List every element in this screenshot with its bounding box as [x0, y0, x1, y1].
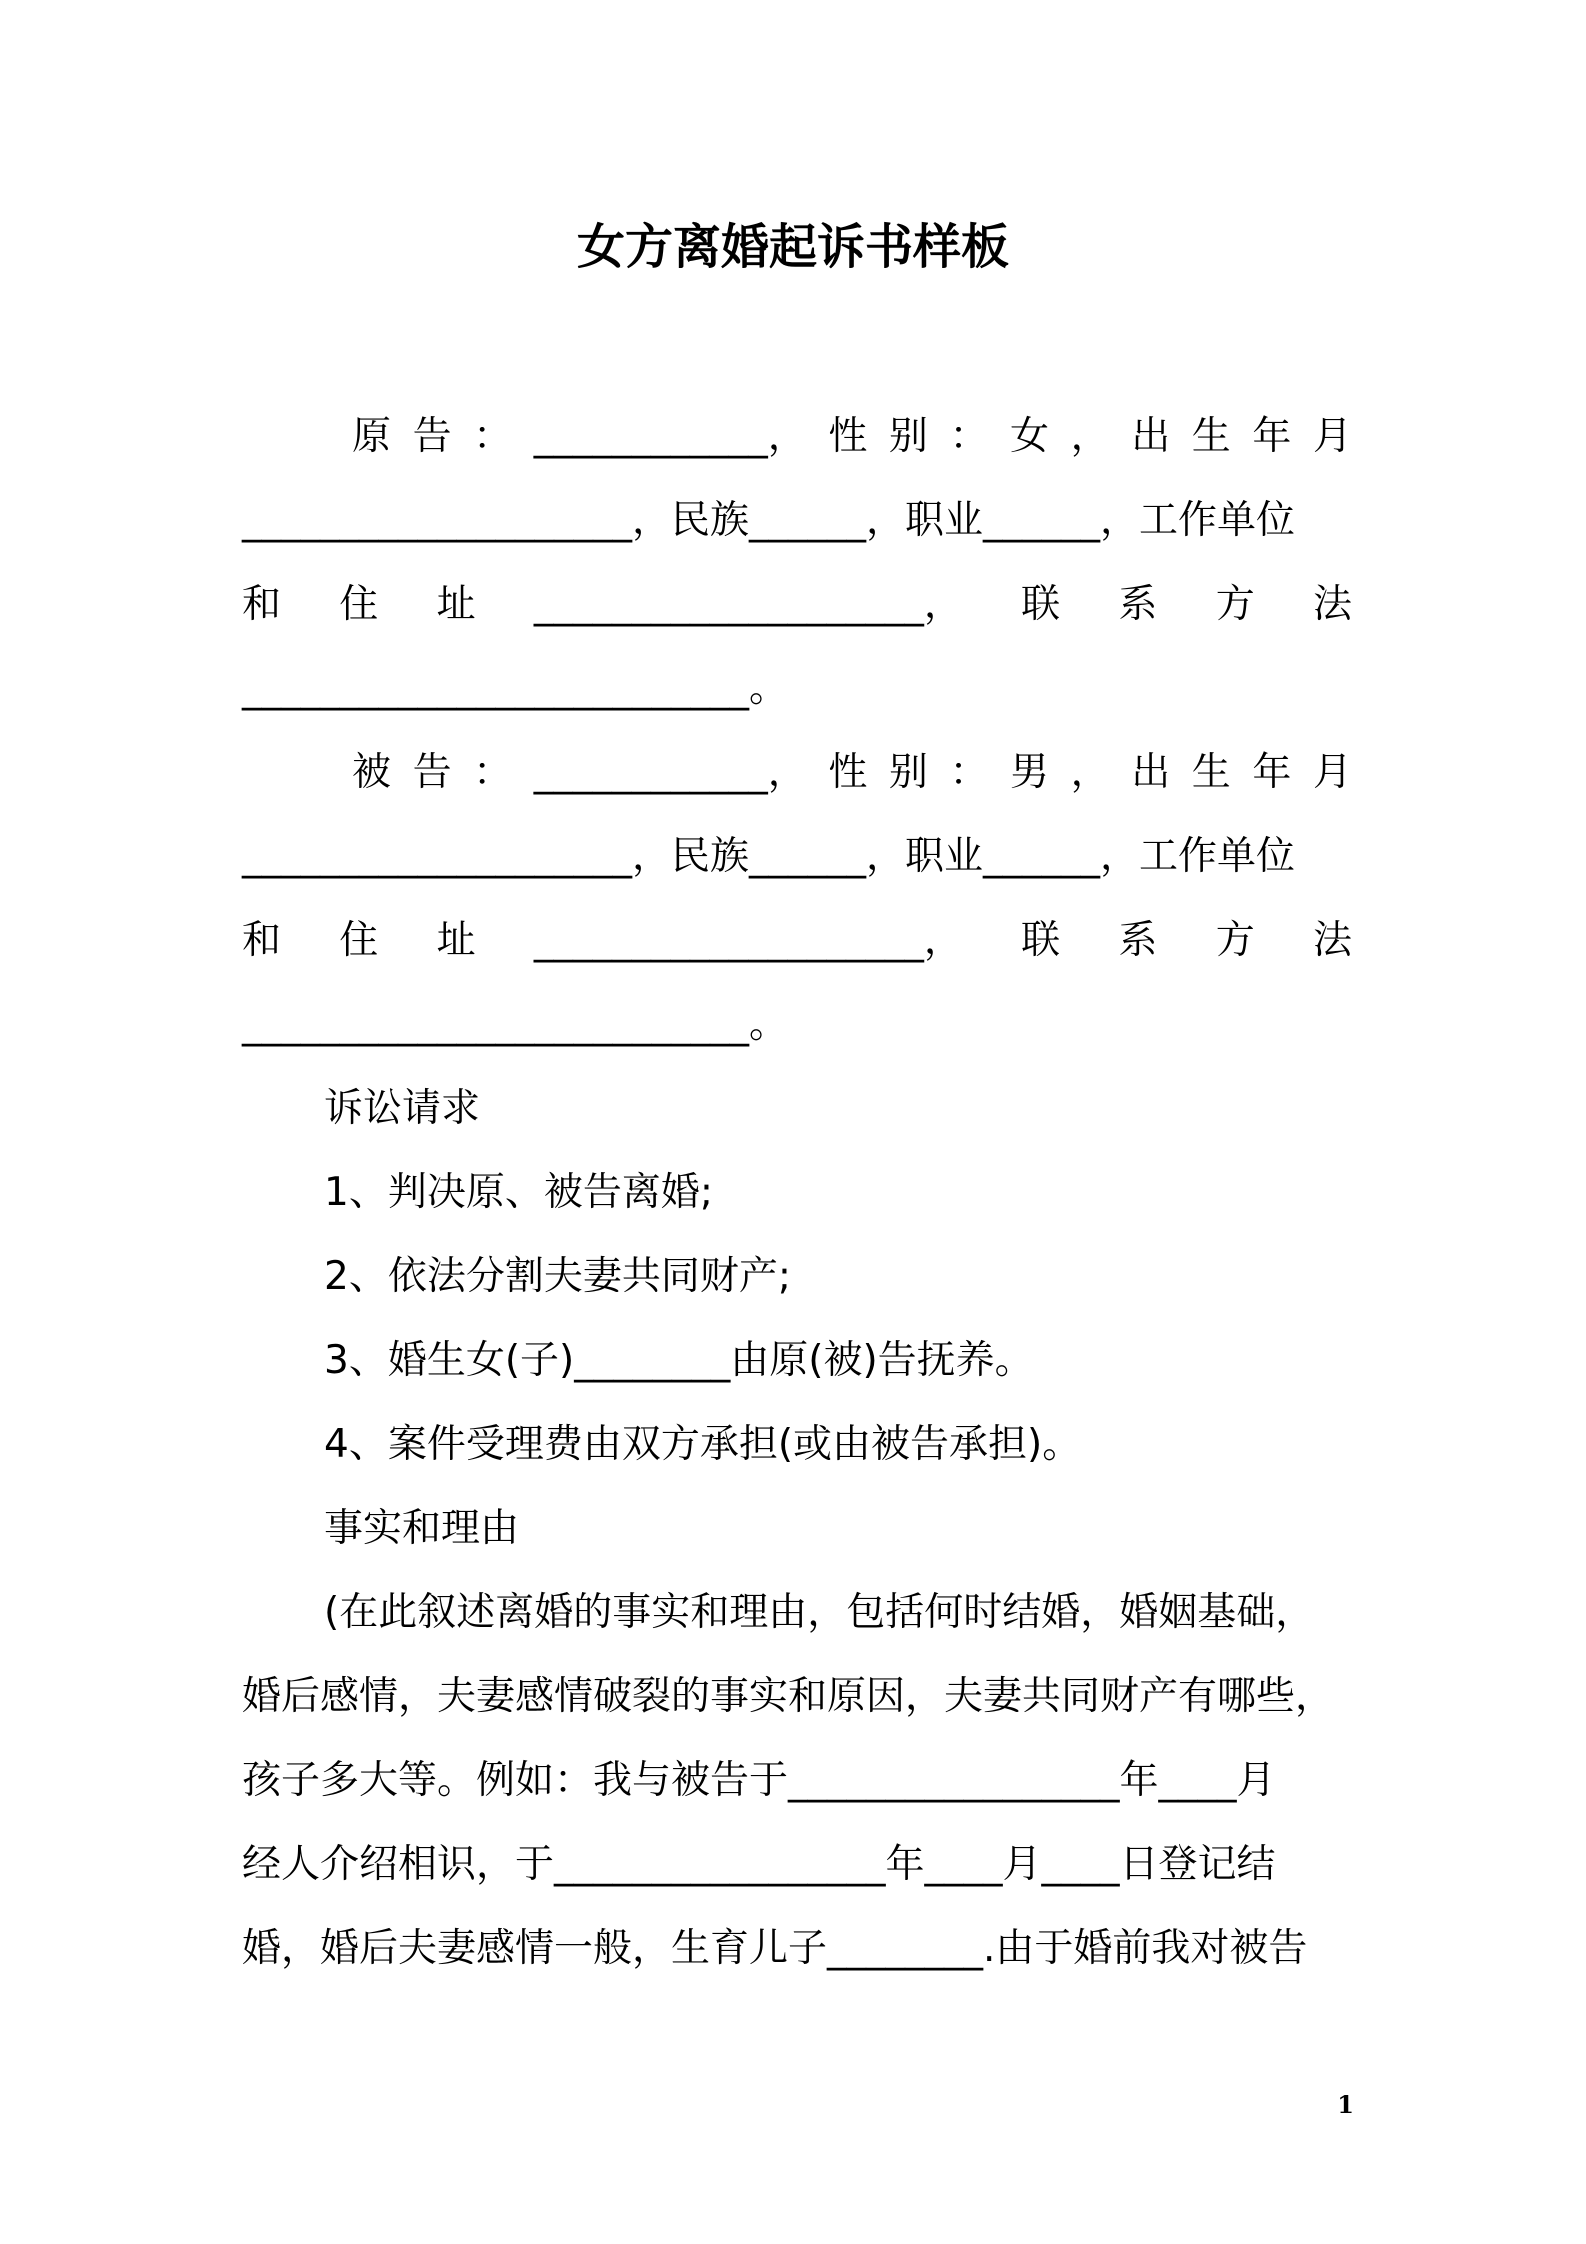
- text-segment: ____________，: [533, 750, 807, 795]
- plaintiff-line-3: [242, 563, 1352, 647]
- claim-item: 2、依法分割夫妻共同财产;: [324, 1254, 791, 1299]
- text-segment: 方: [1215, 582, 1255, 627]
- plaintiff-line-2: ____________________，民族______，职业______，工作单位: [242, 498, 1296, 543]
- document-title: 女方离婚起诉书样板: [576, 219, 1009, 275]
- text-segment: 年: [1252, 750, 1292, 795]
- defendant-line-3: [242, 899, 1352, 983]
- text-segment: ____________________，: [533, 918, 963, 963]
- text-segment: 联: [1021, 582, 1061, 627]
- text-segment: 法: [1312, 582, 1352, 627]
- text-segment: 和: [242, 582, 282, 627]
- text-segment: 男: [1010, 750, 1050, 795]
- text-segment: 址: [436, 918, 476, 963]
- facts-line: 婚后感情，夫妻感情破裂的事实和原因，夫妻共同财产有哪些，: [242, 1674, 1335, 1719]
- defendant-line-2: ____________________，民族______，职业______，工作单位: [242, 834, 1296, 879]
- defendant-line-4: __________________________。: [242, 1002, 788, 1047]
- text-segment: ____________，: [533, 414, 807, 459]
- facts-heading: 事实和理由: [324, 1506, 520, 1551]
- page-number: 1: [1337, 2090, 1354, 2119]
- text-segment: 生: [1191, 414, 1231, 459]
- text-segment: 生: [1191, 750, 1231, 795]
- claim-item: 3、婚生女(子)________由原(被)告抚养。: [324, 1338, 1034, 1383]
- facts-line: 婚，婚后夫妻感情一般，生育儿子________.由于婚前我对被告: [242, 1926, 1308, 1971]
- text-segment: 告: [412, 414, 452, 459]
- text-segment: ，: [1070, 414, 1110, 459]
- text-segment: 性: [828, 750, 868, 795]
- facts-line: 孩子多大等。例如：我与被告于_________________年____月: [242, 1758, 1276, 1803]
- text-segment: 出: [1131, 750, 1171, 795]
- text-segment: 系: [1118, 918, 1158, 963]
- text-segment: 住: [339, 918, 379, 963]
- text-segment: 年: [1252, 414, 1292, 459]
- text-segment: 别: [888, 750, 928, 795]
- text-segment: 和: [242, 918, 282, 963]
- text-segment: 性: [828, 414, 868, 459]
- text-segment: ：: [473, 414, 513, 459]
- text-segment: 址: [436, 582, 476, 627]
- text-segment: 原: [352, 414, 392, 459]
- claim-item: 1、判决原、被告离婚;: [324, 1170, 713, 1215]
- text-segment: 联: [1021, 918, 1061, 963]
- text-segment: 出: [1131, 414, 1171, 459]
- text-segment: 月: [1312, 750, 1352, 795]
- plaintiff-line-4: __________________________。: [242, 666, 788, 711]
- text-segment: 系: [1118, 582, 1158, 627]
- text-segment: 方: [1215, 918, 1255, 963]
- text-segment: 女: [1010, 414, 1050, 459]
- text-segment: 法: [1312, 918, 1352, 963]
- plaintiff-line-1: [352, 395, 1352, 479]
- text-segment: 告: [412, 750, 452, 795]
- facts-line: 经人介绍相识，于_________________年____月____日登记结: [242, 1842, 1276, 1887]
- text-segment: 被: [352, 750, 392, 795]
- defendant-line-1: [352, 731, 1352, 815]
- text-segment: ：: [949, 750, 989, 795]
- claims-heading: 诉讼请求: [324, 1086, 481, 1131]
- text-segment: 月: [1312, 414, 1352, 459]
- text-segment: ____________________，: [533, 582, 963, 627]
- claim-item: 4、案件受理费由双方承担(或由被告承担)。: [324, 1422, 1082, 1467]
- text-segment: ，: [1070, 750, 1110, 795]
- facts-line: (在此叙述离婚的事实和理由，包括何时结婚，婚姻基础，: [324, 1590, 1315, 1635]
- text-segment: 别: [888, 414, 928, 459]
- text-segment: 住: [339, 582, 379, 627]
- text-segment: ：: [949, 414, 989, 459]
- text-segment: ：: [473, 750, 513, 795]
